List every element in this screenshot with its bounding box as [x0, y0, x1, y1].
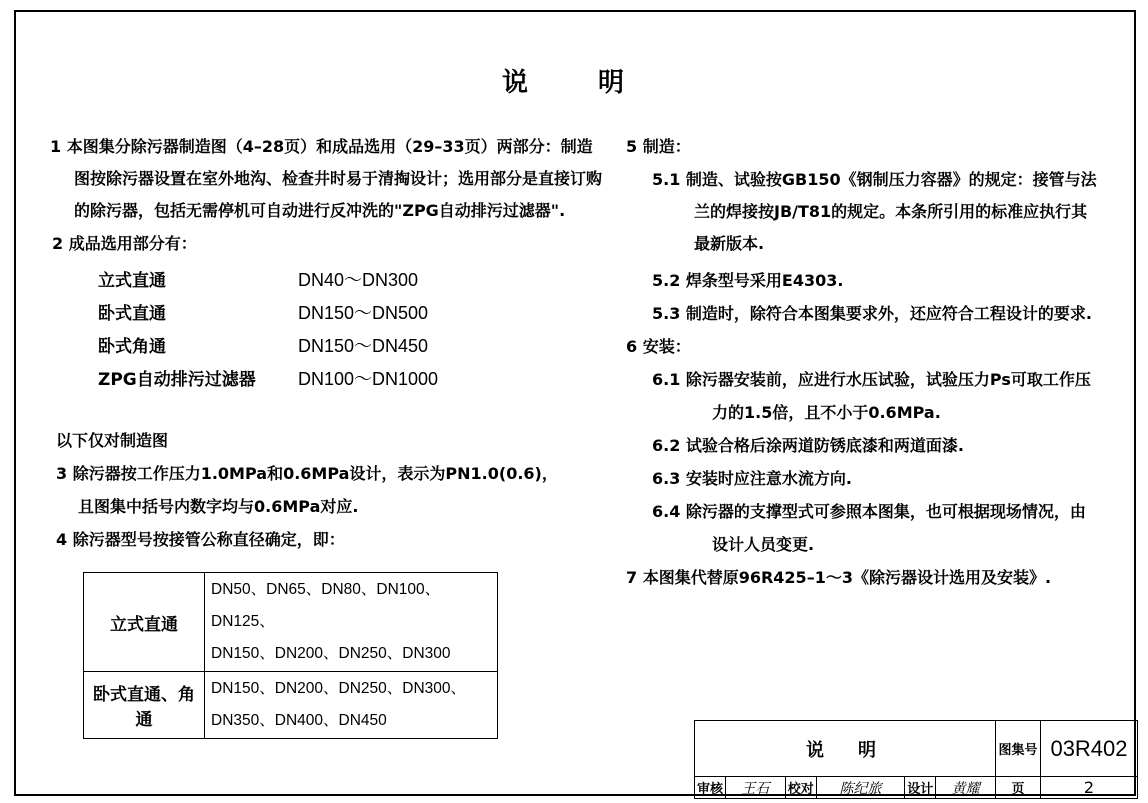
section-5-3: 5.3 制造时，除符合本图集要求外，还应符合工程设计的要求. [652, 304, 1092, 323]
section-5: 5 制造： [626, 137, 691, 156]
sizes-line: DN150、DN200、DN250、DN300、 [211, 680, 466, 697]
section-5-2: 5.2 焊条型号采用E4303. [652, 271, 844, 290]
title-block [694, 720, 1138, 799]
model-type-cell: 卧式直通、角通 [84, 672, 205, 739]
para-1-line-2: 图按除污器设置在室外地沟、检查井时易于清掏设计；选用部分是直接订购 [74, 169, 603, 188]
spec-range: DN100～DN1000 [298, 369, 439, 389]
table-row [84, 672, 498, 739]
section-6-4-line-1: 6.4 除污器的支撑型式可参照本图集，也可根据现场情况，由 [652, 502, 1086, 521]
para-3-line-2: 且图集中括号内数字均与0.6MPa对应. [78, 497, 359, 516]
sizes-line: DN50、DN65、DN80、DN100、DN125、 [211, 581, 441, 630]
section-6-1-line-1: 6.1 除污器安装前，应进行水压试验，试验压力Ps可取工作压 [652, 370, 1091, 389]
check-label: 校对 [785, 777, 816, 799]
sizes-line: DN150、DN200、DN250、DN300 [211, 645, 451, 662]
spec-range: DN150～DN500 [298, 303, 429, 323]
model-table [83, 572, 498, 739]
spec-range: DN40～DN300 [298, 270, 419, 290]
section-6-4-line-2: 设计人员变更. [712, 535, 815, 554]
note-manufacturing: 以下仅对制造图 [56, 431, 169, 450]
title-block-name: 说 明 [695, 721, 996, 777]
atlas-number-label: 图集号 [996, 721, 1041, 777]
section-5-1-line-1: 5.1 制造、试验按GB150《钢制压力容器》的规定：接管与法 [652, 170, 1097, 189]
spec-name: 卧式直通 [98, 304, 166, 324]
page-title: 说 明 [501, 68, 646, 98]
page-number: 2 [1041, 777, 1138, 799]
section-7: 7 本图集代替原96R425–1～3《除污器设计选用及安装》. [626, 568, 1052, 587]
para-3-line-1: 3 除污器按工作压力1.0MPa和0.6MPa设计，表示为PN1.0(0.6)， [56, 464, 558, 483]
review-signature: 王石 [726, 777, 786, 799]
para-1-line-1: 1 本图集分除污器制造图（4–28页）和成品选用（29–33页）两部分：制造 [50, 137, 593, 156]
spec-name: ZPG自动排污过滤器 [98, 370, 256, 390]
spec-range: DN150～DN450 [298, 336, 429, 356]
spec-name: 卧式角通 [98, 337, 166, 357]
review-label: 审核 [695, 777, 726, 799]
atlas-number: 03R402 [1041, 721, 1138, 777]
para-2: 2 成品选用部分有： [52, 234, 197, 253]
model-sizes-cell [205, 573, 498, 672]
section-6-3: 6.3 安装时应注意水流方向. [652, 469, 852, 488]
section-6-1-line-2: 力的1.5倍，且不小于0.6MPa. [712, 403, 941, 422]
section-5-1-line-2: 兰的焊接按JB/T81的规定。本条所引用的标准应执行其 [694, 202, 1088, 221]
section-6: 6 安装： [626, 337, 691, 356]
section-6-2: 6.2 试验合格后涂两道防锈底漆和两道面漆. [652, 436, 964, 455]
sizes-line: DN350、DN400、DN450 [211, 712, 387, 729]
table-row [84, 573, 498, 672]
section-5-1-line-3: 最新版本. [694, 234, 765, 253]
model-sizes-cell [205, 672, 498, 739]
design-signature: 黄耀 [936, 777, 996, 799]
check-signature: 陈纪旅 [816, 777, 905, 799]
para-1-line-3: 的除污器，包括无需停机可自动进行反冲洗的"ZPG自动排污过滤器". [74, 201, 566, 220]
model-type-cell: 立式直通 [84, 573, 205, 672]
design-label: 设计 [905, 777, 936, 799]
page-label: 页 [996, 777, 1041, 799]
spec-name: 立式直通 [98, 271, 166, 291]
para-4: 4 除污器型号按接管公称直径确定，即： [56, 530, 345, 549]
